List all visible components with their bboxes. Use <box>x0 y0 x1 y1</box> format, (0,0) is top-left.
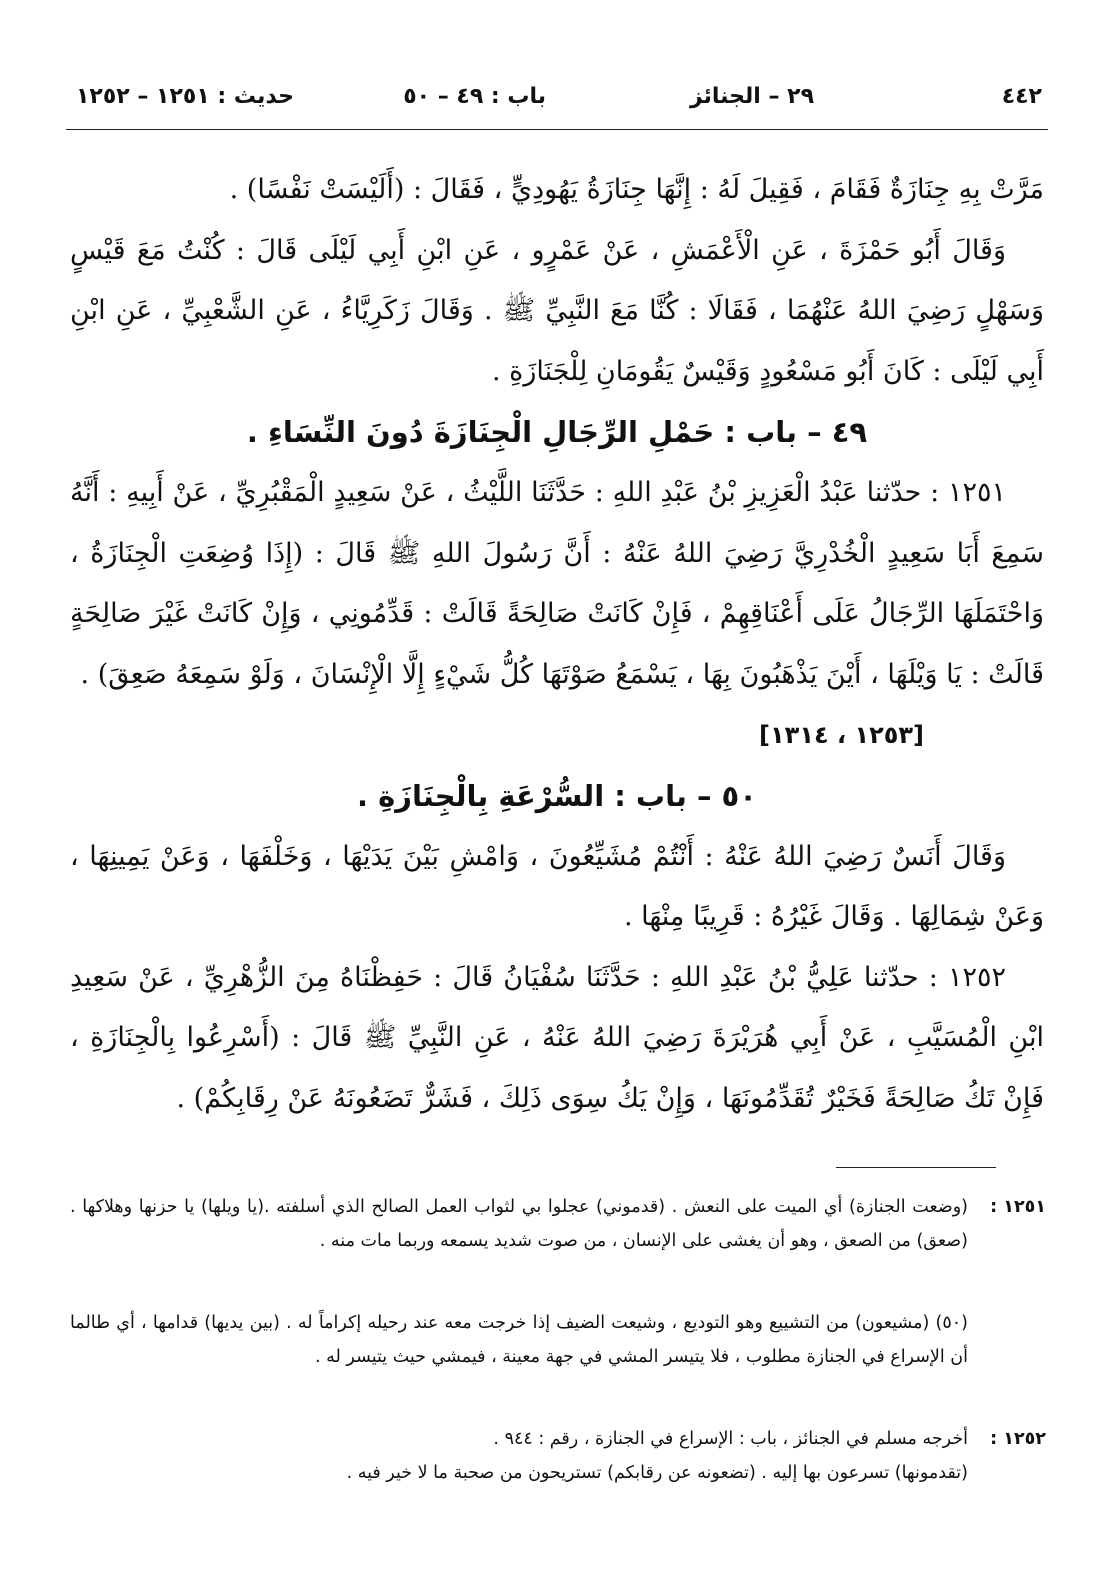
paragraph-continuation: مَرَّتْ بِهِ جِنَازَةٌ فَقَامَ ، فَقِيلَ لَهُ : إِنَّهَا جِنَازَةُ يَهُودِيٍّ ، فَقَالَ : (أَلَيْسَتْ نَفْسًا) . <box>229 174 1044 205</box>
main-text <box>70 160 1044 1130</box>
footnote-divider <box>836 1167 996 1168</box>
footnote-text: (وضعت الجنازة) أي الميت على النعش . (قدموني) عجلوا بي لثواب العمل الصالح الذي أسلفته .(يا ويلها) يا حزنها وهلاكها . (صعق) من الصعق ، وهو أن يغشى على الإنسان ، من صوت شديد يسمعه وربما مات منه . <box>70 1197 968 1251</box>
footnote-text: (٥٠) (مشيعون) من التشييع وهو التوديع ، وشيعت الضيف إذا خرجت معه عند رحيله إكراماً له . (بين يديها) قدامها ، أي طالما أن الإسراع في الجنازة مطلوب ، فلا يتيسر المشي في جهة معينة ، فيمشي حيث يتيسر له . <box>70 1313 968 1367</box>
paragraph-anas: وَقَالَ أَنَسٌ رَضِيَ اللهُ عَنْهُ : أَنْتُمْ مُشَيِّعُونَ ، وَامْشِ بَيْنَ يَدَيْهَا ، وَخَلْفَهَا ، وَعَنْ يَمِينِهَا ، وَعَنْ شِمَالِهَا . وَقَالَ غَيْرُهُ : قَرِيبًا مِنْهَا . <box>70 840 1044 933</box>
hadith-range: حديث : ١٢٥١ – ١٢٥٢ <box>76 84 294 109</box>
hadith-1251: ١٢٥١ : حدّثنا عَبْدُ الْعَزِيزِ بْنُ عَبْدِ اللهِ : حَدَّثَنَا اللَّيْثُ ، عَنْ سَعِيدٍ الْمَقْبُرِيِّ ، عَنْ أَبِيهِ : أَنَّهُ سَمِعَ أَبَا سَعِيدٍ الْخُدْرِيَّ رَضِيَ اللهُ عَنْهُ : أَنَّ رَسُولَ اللهِ ﷺ قَالَ : (إِذَا وُضِعَتِ الْجِنَازَةُ ، وَاحْتَمَلَهَا الرِّجَالُ عَلَى أَعْنَاقِهِمْ ، فَإِنْ كَانَتْ صَالِحَةً قَالَتْ : قَدِّمُونِي ، وَإِنْ كَانَتْ غَيْرَ صَالِحَةٍ قَالَتْ : يَا وَيْلَهَا ، أَيْنَ يَذْهَبُونَ بِهَا ، يَسْمَعُ صَوْتَهَا كُلُّ شَيْءٍ إِلَّا الْإِنْسَانَ ، وَلَوْ سَمِعَهُ صَعِقَ) . <box>70 476 1044 690</box>
footnote-number: ١٢٥١ : <box>990 1197 1046 1217</box>
header-divider <box>66 129 1048 130</box>
footnote-number: ١٢٥٢ : <box>990 1429 1046 1449</box>
paragraph-abu-hamza: وَقَالَ أَبُو حَمْزَةَ ، عَنِ الْأَعْمَشِ ، عَنْ عَمْرٍو ، عَنِ ابْنِ أَبِي لَيْلَى قَالَ : كُنْتُ مَعَ قَيْسٍ وَسَهْلٍ رَضِيَ اللهُ عَنْهُمَا ، فَقَالَا : كُنَّا مَعَ النَّبِيِّ ﷺ . وَقَالَ زَكَرِيَّاءُ ، عَنِ الشَّعْبِيِّ ، عَنِ ابْنِ أَبِي لَيْلَى : كَانَ أَبُو مَسْعُودٍ وَقَيْسٌ يَقُومَانِ لِلْجَنَازَةِ . <box>70 234 1044 387</box>
footnote-1251 <box>70 1190 1046 1258</box>
page-number: ٤٤٢ <box>1001 84 1042 109</box>
chapter-heading-50: ٥٠ – باب : السُّرْعَةِ بِالْجِنَازَةِ . <box>357 778 757 813</box>
chapter-heading-49: ٤٩ – باب : حَمْلِ الرِّجَالِ الْجِنَازَةَ دُونَ النِّسَاءِ . <box>246 415 868 450</box>
footnote-text: (تقدمونها) تسرعون بها إليه . (تضعونه عن رقابكم) تستريحون من صحبة ما لا خير فيه . <box>346 1463 968 1483</box>
chapter-title: ٢٩ – الجنائز <box>689 84 814 109</box>
footnote-50 <box>70 1306 1026 1374</box>
hadith-1252: ١٢٥٢ : حدّثنا عَلِيُّ بْنُ عَبْدِ اللهِ : حَدَّثَنَا سُفْيَانُ قَالَ : حَفِظْنَاهُ مِنَ الزُّهْرِيِّ ، عَنْ سَعِيدِ ابْنِ الْمُسَيَّبِ ، عَنْ أَبِي هُرَيْرَةَ رَضِيَ اللهُ عَنْهُ ، عَنِ النَّبِيِّ ﷺ قَالَ : (أَسْرِعُوا بِالْجِنَازَةِ ، فَإِنْ تَكُ صَالِحَةً فَخَيْرٌ تُقَدِّمُونَهَا ، وَإِنْ يَكُ سِوَى ذَلِكَ ، فَشَرٌّ تَضَعُونَهُ عَنْ رِقَابِكُمْ) . <box>70 961 1044 1114</box>
cross-reference-1251: [١٢٥٣ ، ١٣١٤] <box>759 721 924 750</box>
bab-range: باب : ٤٩ – ٥٠ <box>403 84 546 109</box>
running-header <box>68 78 1046 118</box>
footnote-1252 <box>70 1422 1046 1490</box>
footnote-text: أخرجه مسلم في الجنائز ، باب : الإسراع في الجنازة ، رقم : ٩٤٤ . <box>493 1429 968 1449</box>
